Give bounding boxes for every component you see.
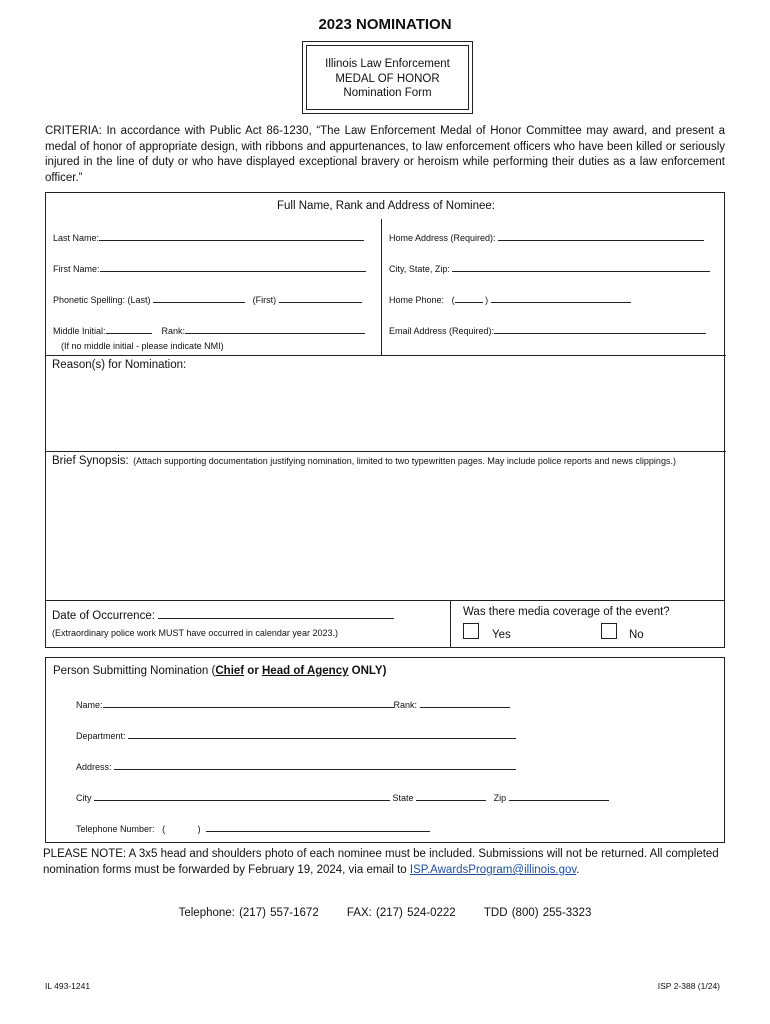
nominee-heading: Full Name, Rank and Address of Nominee: [277,200,495,212]
city-state-zip-field[interactable]: City, State, Zip: [389,263,710,274]
contact-tdd: TDD (800) 255-3323 [483,907,592,919]
synopsis-label: Brief Synopsis: [52,455,129,467]
form-title-box [302,41,473,114]
home-address-field[interactable]: Home Address (Required): [389,232,704,243]
form-title-line3: Nomination Form [343,87,432,99]
email-address-field[interactable]: Email Address (Required): [389,325,706,336]
media-no-label: No [629,629,644,641]
form-number-left: IL 493-1241 [45,981,91,991]
synopsis-note: (Attach supporting documentation justifying nomination, limited to two typewritten pages. May include police reports and news clippings.) [133,456,676,466]
media-question: Was there media coverage of the event? [463,606,670,618]
contact-info [0,907,770,919]
form-number-right: ISP 2-388 (1/24) [657,981,720,991]
please-note: PLEASE NOTE: A 3x5 head and shoulders photo of each nominee must be included. Submissions will not be returned. All completed nomination forms must be forwarded by February 19, 2024, via email to ISP.AwardsProgram@illinois.gov. [43,848,719,876]
media-yes-label: Yes [492,629,511,641]
occurrence-note: (Extraordinary police work MUST have occurred in calendar year 2023.) [52,628,338,638]
home-phone-field[interactable]: Home Phone: ( ) [389,294,631,305]
media-yes-checkbox[interactable] [463,623,479,639]
contact-telephone: Telephone: (217) 557-1672 [178,907,319,919]
form-title-line2: MEDAL OF HONOR [335,72,440,85]
nmi-note: (If no middle initial - please indicate NMI) [61,341,224,351]
date-of-occurrence-field[interactable]: Date of Occurrence: [52,608,394,622]
submitter-city-state-zip-field[interactable]: City State Zip [76,792,609,803]
media-no-checkbox[interactable] [601,623,617,639]
contact-fax: FAX: (217) 524-0222 [346,907,456,919]
awards-email-link[interactable]: ISP.AwardsProgram@illinois.gov [409,864,577,876]
submitter-name-field[interactable]: Name: Rank: [76,699,510,710]
reasons-input-area[interactable] [47,375,725,450]
form-title-line1: Illinois Law Enforcement [325,58,450,70]
occurrence-section [45,600,725,648]
submitter-address-field[interactable]: Address: [76,761,516,772]
synopsis-block [52,454,692,467]
nominee-section [45,192,725,601]
submitter-heading: Person Submitting Nomination (Chief or Head of Agency ONLY) [53,665,387,677]
submitter-telephone-field[interactable]: Telephone Number: ( ) [76,823,430,834]
page-title: 2023 NOMINATION [318,16,452,33]
phonetic-spelling-field[interactable]: Phonetic Spelling: (Last) (First) [53,294,362,305]
submitter-department-field[interactable]: Department: [76,730,516,741]
first-name-field[interactable]: First Name: [53,263,366,274]
synopsis-input-area[interactable] [47,483,725,598]
reasons-label: Reason(s) for Nomination: [52,359,187,371]
last-name-field[interactable]: Last Name: [53,232,364,243]
criteria-text: CRITERIA: In accordance with Public Act 86-1230, “The Law Enforcement Medal of Honor Committee may award, and present a medal of honor of appropriate design, with ribbons and appurtenances, to law enforcement officers who have been killed or seriously injured in the line of duty or who have displayed exceptional bravery or heroism while performing their duties as a law enforcement officer.” [45,125,725,184]
middle-initial-field[interactable]: Middle Initial: Rank: [53,325,365,336]
submitter-section [45,657,725,843]
